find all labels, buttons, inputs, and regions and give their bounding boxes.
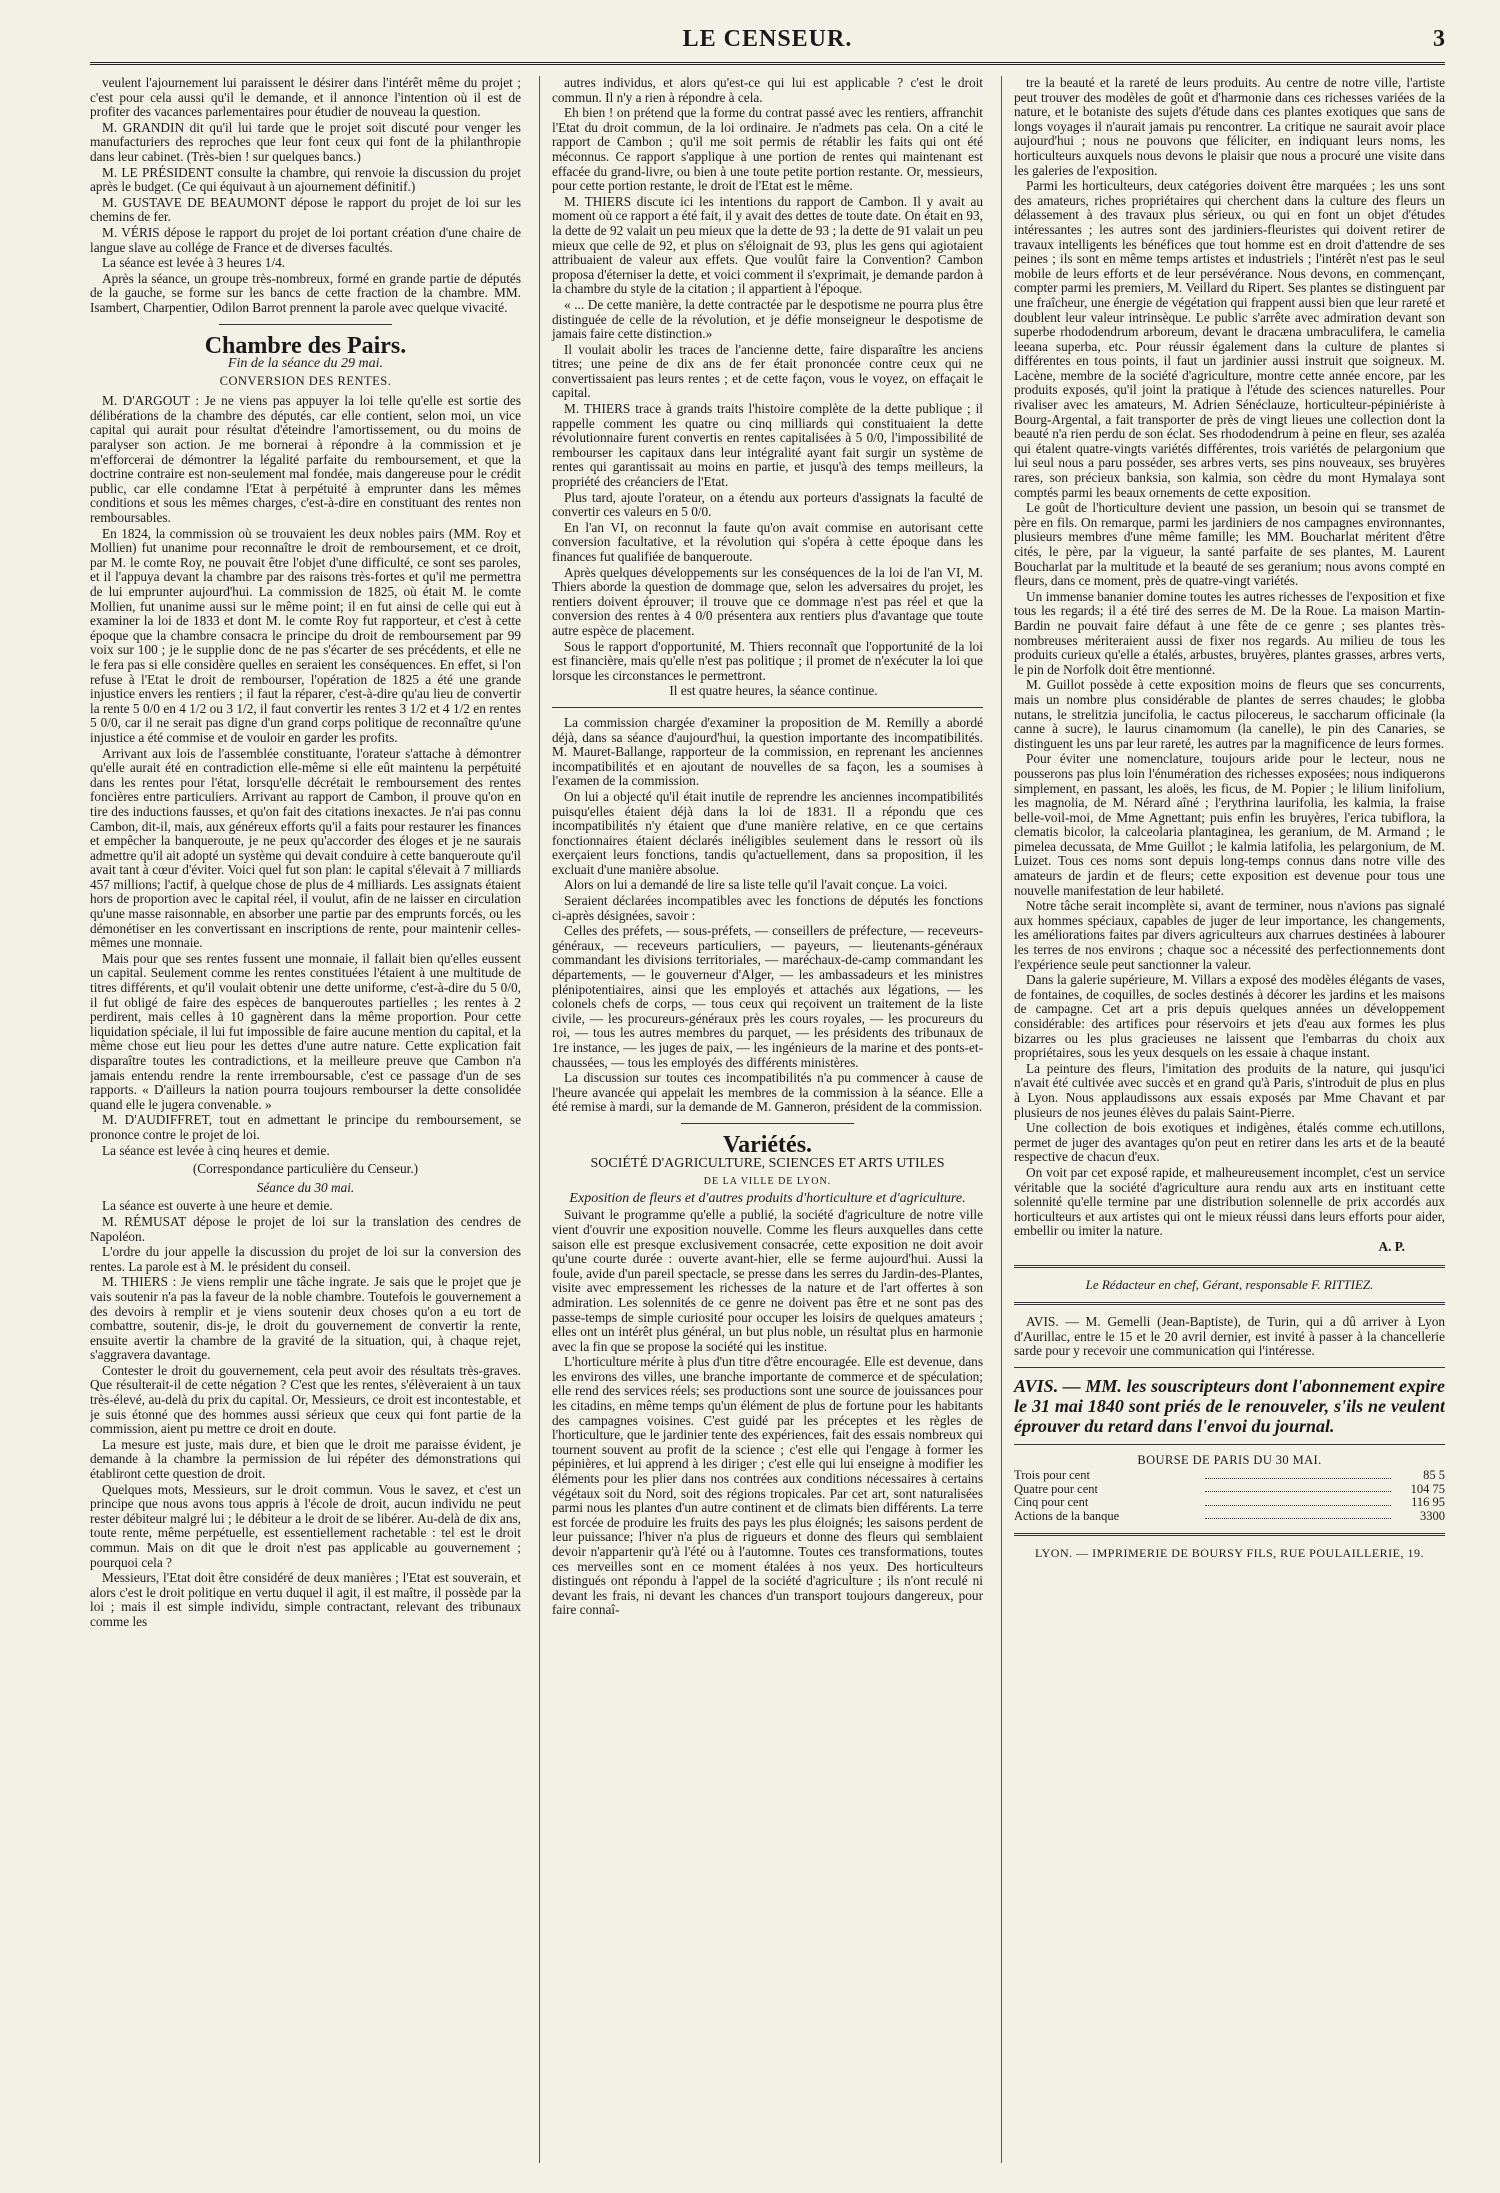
column-2 xyxy=(539,76,983,2163)
leader-dots xyxy=(1205,1496,1392,1506)
paragraph: En l'an VI, on reconnut la faute qu'on avait commise en autorisant cette conversion facultative, et la révolution qui s'opéra à cette époque dans les finances fut qualifiée de banqueroute. xyxy=(552,519,983,564)
paragraph: M. VÉRIS dépose le rapport du projet de loi portant création d'une chaire de langue slave au collége de France et de diverses facultés. xyxy=(90,224,521,255)
paragraph: Sous le rapport d'opportunité, M. Thiers reconnaît que l'opportunité de la loi est financière, mais qu'elle n'est pas politique ; il promet de n'exécuter la loi que lorsque les circonstances le permettront. xyxy=(552,638,983,683)
divider xyxy=(552,707,983,708)
paragraph: Messieurs, l'Etat doit être considéré de deux manières ; l'Etat est souverain, et alors c'est le droit politique en vertu duquel il agit, il est maître, il possède par la loi ; mais il est simple individu, simple contractant, relevant des tribunaux comme les xyxy=(90,1570,521,1629)
paragraph: Un immense bananier domine toutes les autres richesses de l'exposition et fixe tous les regards; il a été tiré des serres de M. De la Roue. La maison Martin-Bardin ne pouvait faire défaut à une fête de ce genre ; ses plantes très-nombreuses mériteraient aussi de fixer nos regards. Au milieu de tous les produits curieux qu'elle a étalés, arbustes, bruyères, plantes grasses, arbres verts, le pin de Norfolk doit être mentionné. xyxy=(1014,588,1445,677)
paragraph: M. THIERS discute ici les intentions du rapport de Cambon. Il y avait au moment où ce rapport a été fait, il y avait des dettes de toute date. On était en 93, la dette de 92 valait un peu mieux que la dette de 93 ; la dette de 91 valait un peu mieux que celle de 92, et plus on s'éloignait de 93, plus les gens qui agiotaient attribuaient de valeur aux effets. Que voulût faire la Convention? Cambon proposa d'éterniser la dette, et voici comment il s'exprimait, je demande pardon à la chambre du style de la citation ; il appartient à l'époque. xyxy=(552,193,983,297)
bourse-value: 116 95 xyxy=(1411,1495,1445,1510)
society-city: DE LA VILLE DE LYON. xyxy=(703,1176,832,1188)
bourse-label: Trois pour cent xyxy=(1014,1468,1090,1483)
paragraph: Suivant le programme qu'elle a publié, la société d'agriculture de notre ville vient d'ouvrir une exposition nouvelle. Comme les fleurs auxquelles dans cette saison elle est presque exclusivement consacrée, cette exposition ne doit avoir qu'une courte durée : ouverte avant-hier, elle se ferme aujourd'hui. Aussi la foule, avide d'un pareil spectacle, se presse dans les serres du Jardin-des-Plantes, visite avec empressement les richesses de la nature et de l'art offertes à son admiration. Les solennités de ce genre ne doivent pas être et ne sont pas des passe-temps de simple curiosité pour occuper les loisirs de quelques amateurs ; elles ont un intérêt plus général, un but plus noble, un résultat plus en harmonie avec la fin que se propose la société qui les institue. xyxy=(552,1207,983,1354)
paragraph: M. LE PRÉSIDENT consulte la chambre, qui renvoie la discussion du projet après le budget. (Ce qui équivaut à un ajournement définitif.) xyxy=(90,164,521,195)
leader-dots xyxy=(1205,1469,1392,1479)
paragraph: Il voulait abolir les traces de l'ancienne dette, faire disparaître les anciens titres; une peine de dix ans de fer était prononcée contre ceux qui ne convertissaient pas leurs rentes ; et de cette façon, vous le voyez, on effaçait le capital. xyxy=(552,341,983,401)
paragraph: Après quelques développements sur les conséquences de la loi de l'an VI, M. Thiers aborde la question de dommage que, selon les adversaires du projet, les rentiers doivent éprouver; il trouve que ce dommage n'est pas réel et que la conversion des rentes à 4 0/0 présentera aux rentiers plus d'avantage que toute autre espèce de placement. xyxy=(552,564,983,638)
notice-paragraph: AVIS. — M. Gemelli (Jean-Baptiste), de Turin, qui a dû arriver à Lyon d'Aurillac, entre le 15 et le 20 avril dernier, est invité à passer à la chancellerie sarde pour y recevoir une communication qui l'intéresse. xyxy=(1014,1314,1445,1359)
bourse-row xyxy=(1014,1510,1445,1524)
divider xyxy=(1014,1302,1445,1305)
paragraph: La mesure est juste, mais dure, et bien que le droit me paraisse évident, je demande à la chambre la permission de lui répéter des démonstrations qui établiront cette question de droit. xyxy=(90,1436,521,1482)
paragraph: Arrivant aux lois de l'assemblée constituante, l'orateur s'attache à démontrer qu'elle aurait été en contradiction elle-même si elle eût maintenu la perpétuité dans les rentes pour l'état, lorsqu'elle décrétait le remboursement des rentes foncières entre particuliers. Arrivant au rapport de Cambon, il prouve qu'on en tire des inductions fausses, et qu'on fait des citations inexactes. Je n'ai pas connu Cambon, dit-il, mais, aux généreux efforts qu'il a faits pour restaurer les finances et empêcher la banqueroute, je ne peux qu'accorder des éloges et je ne saurais admettre qu'il ait adopté un système qui devait conduire à cette banqueroute qu'il avait tant à cœur d'éviter. Voici quel fut son plan: le capital s'élevait à 7 milliards 457 millions; l'actif, à quelque chose de plus de 4 milliards. Les assignats étaient hors de proportion avec le capital réel, il voulut, afin de ne laisser en circulation qu'une masse raisonnable, en absorber une partie par des emprunts forcés, ou les démonétiser en les convertissant en inscriptions de rente, pour maintenir celles-mêmes une monnaie. xyxy=(90,745,521,951)
printer-imprint: LYON. — IMPRIMERIE DE BOURSY FILS, RUE POULAILLERIE, 19. xyxy=(1034,1546,1425,1561)
paragraph: L'ordre du jour appelle la discussion du projet de loi sur la conversion des rentes. La parole est à M. le président du conseil. xyxy=(90,1244,521,1274)
page-number: 3 xyxy=(1433,26,1445,52)
paragraph: M. Guillot possède à cette exposition moins de fleurs que ses concurrents, mais un nombre plus considérable de plantes de serres chaudes; le globba nutans, le strelitzia juncifolia, le cactus pilocereus, le saccharum officinale (la canne à sucre), le laurus cinamomum (la canelle), le pin des Canaries, se distinguent les uns par leur rareté, les autres par la magnificence de leurs formes. xyxy=(1014,677,1445,751)
paragraph: M. GRANDIN dit qu'il lui tarde que le projet soit discuté pour venger les manufacturiers des reproches que leur font ceux qui font de la philanthropie dans leur cabinet. (Très-bien ! sur quelques bancs.) xyxy=(90,119,521,164)
paragraph: Après la séance, un groupe très-nombreux, formé en grande partie de députés de la gauche, se forme sur les bancs de cette fraction de la chambre. MM. Isambert, Charpentier, Odilon Barrot prennent la parole avec quelque vivacité. xyxy=(90,270,521,315)
bourse-value: 85 5 xyxy=(1423,1468,1445,1483)
column-1 xyxy=(90,76,521,2163)
paragraph: Plus tard, ajoute l'orateur, on a étendu aux porteurs d'assignats la faculté de convertir ces valeurs en 5 0/0. xyxy=(552,489,983,520)
paragraph: Alors on lui a demandé de lire sa liste telle qu'il l'avait conçue. La voici. xyxy=(564,877,948,893)
paragraph: Le goût de l'horticulture devient une passion, un besoin qui se transmet de père en fils. On remarque, parmi les jardiniers de nos campagnes environnantes, plusieurs membres d'une même famille; les MM. Boucharlat méritent d'être cités, le père, par la vigueur, la santé parfaite de ses plantes, M. Laurent Boucharlat par la multitude et la beauté de ses geranium; nous avons compté en fleurs, dans ce moment, près de quatre-vingt variétés. xyxy=(1014,500,1445,589)
paragraph: L'horticulture mérite à plus d'un titre d'être encouragée. Elle est devenue, dans les environs des villes, une branche importante de commerce et de spéculation; elle rend des services réels; ses productions sont une source de jouissances pour les citadins, en même temps qu'un élément de plus de fortune pour les habitants des campagnes voisines. C'est guidé par les préceptes et les règles de l'horticulture, que le jardinier tente des expériences, fait des essais nombreux qui tournent souvent au profit de la science ; c'est elle qui l'engage à former les pépinières, et lui apprend à les diriger ; c'est elle qui lui enseigne à modifier les éléments pour les plier dans nos contrées aux conditions nécessaires à certains végétaux soit du Nord, soit des régions tropicales. Par cet art, sont naturalisées parmi nous les plantes d'un autre continent et de climats bien différents. La terre est forcée de produire les fruits des pays les plus éloignés; les saisons perdent de leur puissance; l'hiver n'a plus de rigueurs et donne des fleurs qui semblaient devoir n'appartenir qu'à l'été ou à l'automne. Toutes ces transformations, toutes ces merveilles sont en ce moment étalées à nos yeux. Des horticulteurs distingués ont répondu à l'appel de la société d'agriculture ; ils n'ont reculé ni devant les frais, ni devant les chances d'un transport toujours dangereux, pour faire connaî- xyxy=(552,1354,983,1618)
column-3 xyxy=(1001,76,1445,2163)
paragraph: La peinture des fleurs, l'imitation des produits de la nature, qui jusqu'ici n'avait été cultivée avec succès et en grand qu'à Paris, s'introduit de plus en plus à Lyon. Nous applaudissons aux essais exposés par Mme Chavant et par plusieurs de nos jeunes élèves du palais Saint-Pierre. xyxy=(1014,1060,1445,1120)
bourse-label: Quatre pour cent xyxy=(1014,1481,1098,1496)
editor-line: Le Rédacteur en chef, Gérant, responsable F. RITTIEZ. xyxy=(1085,1276,1374,1292)
divider xyxy=(1014,1265,1445,1268)
columns xyxy=(90,76,1445,2163)
author-signature: A. P. xyxy=(1378,1238,1405,1254)
paragraph: Parmi les horticulteurs, deux catégories doivent être marquées ; les uns sont des amateurs, riches propriétaires qui cherchent dans la culture des fleurs un délassement à des travaux plus sérieux, ou qui en font un objet d'études intéressantes ; les autres sont des jardiniers-fleuristes qui doivent retirer de travaux intelligents les bénéfices que tout homme est en droit d'attendre de ses peines ; ils sont en même temps artistes et industriels ; l'intérêt n'est pas le seul mobile de leurs efforts et de leur persévérance. Nous devons, en commençant, compter parmi les premiers, M. Veillard du Ripert. Ses plantes se distinguent par une fraîcheur, une énergie de végétation qui frappent aussi bien que leur rareté et doublent leur valeur intrinsèque. Le public s'arrête avec admiration devant son superbe rhododendrum arboreum, devant le dracæna umbraculifera, le camelia leeana superba, etc. Pour réussir également dans la culture de plantes si différentes en tous points, il faut un jardinier aussi instruit que soigneux. M. Lacène, membre de la société d'agriculture, montre cette année encore, par les produits exposés, qu'il joint la pratique à l'étude des sciences naturelles. Pour rivaliser avec les amateurs, M. Adrien Sénéclauze, horticulteur-pépiniériste à Bourg-Argental, a fait transporter de près de vingt lieues une collection dont la beauté n'a rien perdu de son éclat. Ses rhododendrum à peine en fleur, ses azaléa qui étalent quatre-vingts variétés différentes, trois variétés de pelargonium que lui seul nous a paru posséder, ses arbres verts, ses pins nouveaux, ses bruyères rares, son précieux banksia, son kalmia, son cèdre du mont Hymalaya sont comptés parmi les beaux ornements de cette exposition. xyxy=(1014,178,1445,500)
paragraph: autres individus, et alors qu'est-ce qui lui est applicable ? c'est le droit commun. Il n'y a rien à répondre à cela. xyxy=(552,76,983,105)
section-title: Variétés. xyxy=(722,1131,813,1158)
paragraph: La commission chargée d'examiner la proposition de M. Remilly a abordé déjà, dans sa séance d'aujourd'hui, la question importante des incompatibilités. M. Mauret-Ballange, rapporteur de la commission, en reprenant les anciennes incompatibilités et en ajoutant de nouvelles de sa façon, les a soumises à l'examen de la commission. xyxy=(552,714,983,789)
paragraph: La séance est levée à 3 heures 1/4. xyxy=(102,255,286,271)
section-topic: CONVERSION DES RENTES. xyxy=(219,373,392,388)
paragraph: Quelques mots, Messieurs, sur le droit commun. Vous le savez, et c'est un principe que nous avons tous appris à l'école de droit, aucun individu ne peut rester débiteur malgré lui ; le débiteur a le droit de se libérer. Au-delà de dix ans, toute rente, même perpétuelle, est essentiellement rachetable : tel est le droit commun. Mais on dit que le droit n'est pas applicable au gouvernement ; pourquoi cela ? xyxy=(90,1481,521,1570)
paragraph: M. THIERS : Je viens remplir une tâche ingrate. Je sais que le projet que je vais soutenir n'a pas la faveur de la noble chambre. Toutefois le gouvernement a des devoirs à remplir et je viens soutenir deux choses qu'on a eu tort de combattre, soutenir, dis-je, le droit du gouvernement de convertir la rente, ensuite avertir la chambre de la gravité de la situation, qui, à chaque rejet, s'aggravera davantage. xyxy=(90,1274,521,1363)
paragraph: Dans la galerie supérieure, M. Villars a exposé des modèles élégants de vases, de fontaines, de coquilles, de socles destinés à décorer les jardins et les maisons de campagne. Cet art a pris depuis quelques années un développement considérable: des artifices pour réservoirs et jets d'eau aux formes les plus bizarres ou les plus gracieuses ne laissent que l'embarras du choix aux propriétaires, sous les yeux desquels on les essaie à chaque instant. xyxy=(1014,972,1445,1061)
paragraph: Il est quatre heures, la séance continue. xyxy=(669,683,878,699)
masthead xyxy=(90,0,1445,64)
leader-dots xyxy=(1205,1510,1392,1520)
newspaper-title: LE CENSEUR. xyxy=(682,26,853,52)
society-title: SOCIÉTÉ D'AGRICULTURE, SCIENCES ET ARTS UTILES xyxy=(590,1155,945,1171)
divider xyxy=(681,1123,853,1124)
bourse-value: 3300 xyxy=(1420,1508,1445,1523)
paragraph: On lui a objecté qu'il était inutile de reprendre les anciennes incompatibilités puisqu'elles étaient déjà dans la loi de 1831. Il a répondu que ces incompatibilités n'y étaient que d'une manière relative, en ce que certains fonctionnaires étaient déclarés inéligibles seulement dans le ressort où ils exerçaient leurs fonctions, tandis qu'actuellement, dans sa proposition, il les excluait d'une manière absolue. xyxy=(552,788,983,877)
paragraph: M. THIERS trace à grands traits l'histoire complète de la dette publique ; il rappelle comment les quatre ou cinq milliards qui constituaient la dette révolutionnaire furent convertis en rentes capitalisées à 5 0/0, l'impossibilité de rembourser les capitaux dans leur intégralité ayant fait surgir un système de rentes qui garantissait au moins en partie, et jusqu'à des temps meilleurs, la propriété des créanciers de l'Etat. xyxy=(552,401,983,490)
paragraph: On voit par cet exposé rapide, et malheureusement incomplet, c'est un service véritable que la société d'agriculture aura rendu aux arts en instituant cette solennité qu'elle termine par une distribution solennelle de prix accordés aux horticulteurs et aux artistes qui ont le mieux réussi dans leurs efforts pour aider, embellir ou imiter la nature. xyxy=(1014,1164,1445,1239)
leader-dots xyxy=(1205,1483,1392,1493)
paragraph: Seraient déclarées incompatibles avec les fonctions de députés les fonctions ci-après désignées, savoir : xyxy=(552,893,983,923)
bourse-title: BOURSE DE PARIS DU 30 MAI. xyxy=(1137,1452,1322,1467)
paragraph: La séance est levée à cinq heures et demie. xyxy=(102,1142,330,1158)
paragraph: Une collection de bois exotiques et indigènes, étalés comme ech.utillons, permet de juger des avantages qu'on peut en retirer dans les arts et de la beauté respective de chacun d'eux. xyxy=(1014,1120,1445,1165)
paragraph: Eh bien ! on prétend que la forme du contrat passé avec les rentiers, affranchit l'Etat du droit commun, de la loi ordinaire. Je n'admets pas cela. On a cité le rapport de Cambon ; qu'il me soit permis de rétablir les faits qui ont été méconnus. Ce rapport s'applique à une portion de rentes qui maintenant est effacée du grand-livre, ou bien à une toute petite portion restante. Or, messieurs, pour cette portion restante, le droit de l'Etat est le même. xyxy=(552,105,983,194)
section-subtitle: Fin de la séance du 29 mai. xyxy=(227,356,384,372)
society-subtitle: Exposition de fleurs et d'autres produits d'horticulture et d'agriculture. xyxy=(569,1190,966,1206)
paragraph: tre la beauté et la rareté de leurs produits. Au centre de notre ville, l'artiste peut trouver des modèles de goût et d'harmonie dans ces richesses variées de la nature, et le botaniste des sujets d'étude dans ces plantes exotiques que sans de longs voyages il n'aurait jamais pu rencontrer. La critique ne saurait avoir place aujourd'hui ; nous ne pouvons que féliciter, en indiquant leurs noms, les horticulteurs auxquels nous devons le plaisir que nous a procuré une visite dans les galeries de l'exposition. xyxy=(1014,76,1445,178)
divider xyxy=(1014,1533,1445,1536)
paragraph: veulent l'ajournement lui paraissent le désirer dans l'intérêt même du projet ; c'est pour cela aussi qu'il le demande, et il annonce l'intention où il est de profiter des vacances parlementaires pour étudier de nouveau la question. xyxy=(90,76,521,120)
divider xyxy=(1014,1367,1445,1368)
bourse-value: 104 75 xyxy=(1410,1481,1445,1496)
paragraph: La discussion sur toutes ces incompatibilités n'a pu commencer à cause de l'heure avancée qui appelait les membres de la commission à la séance. Elle a été remise à mardi, sur la demande de M. Ganneron, président de la commission. xyxy=(552,1070,983,1115)
paragraph: « ... De cette manière, la dette contractée par le despotisme ne pourra plus être distinguée de celle de la révolution, et je défie monseigneur le despotisme de jamais faire cette distinction.» xyxy=(552,296,983,342)
paragraph: M. RÉMUSAT dépose le projet de loi sur la translation des cendres de Napoléon. xyxy=(90,1213,521,1244)
section-title: Chambre des Pairs. xyxy=(204,332,407,359)
bourse-row xyxy=(1014,1483,1445,1497)
subscription-notice: AVIS. — MM. les souscripteurs dont l'abonnement expire le 31 mai 1840 sont priés de le renouveler, s'ils ne veulent éprouver du retard dans l'envoi du journal. xyxy=(1014,1375,1445,1436)
paragraph: Notre tâche serait incomplète si, avant de terminer, nous n'avions pas signalé aux hommes spéciaux, capables de juger de leur importance, les changements, les améliorations faites par divers agriculteurs aux charrues destinées à labourer les terres de nos environs ; chaque soc a nécessité des perfectionnements dont l'expérience seule peut sanctionner la valeur. xyxy=(1014,898,1445,972)
paragraph: Pour éviter une nomenclature, toujours aride pour le lecteur, nous ne pousserons pas plus loin l'énumération des richesses exposées; nous indiquerons simplement, en passant, les aloës, les ficus, de M. Popier ; le lilium linifolium, les magnolia, de M. Nérard aîné ; l'erythrina laurifolia, les kalmia, la fraise belle-voil-moi, de Mme Agnettant; puis enfin les bruyères, l'erica tubiflora, la clematis bicolor, la calceolaria plantaginea, les geranium, de M. Armand ; le pimelea decussata, de Mme Guillot ; le kalmia latifolia, les pelargonium, de M. Luizet. Tous ces noms sont depuis long-temps connus dans notre ville des amateurs de jardin et de fleurs; cette exposition est devenue pour tous une nouvelle manifestation de leur habileté. xyxy=(1014,751,1445,898)
correspondence-title: (Correspondance particulière du Censeur.) xyxy=(192,1161,419,1177)
paragraph: M. GUSTAVE DE BEAUMONT dépose le rapport du projet de loi sur les chemins de fer. xyxy=(90,194,521,225)
masthead-rule xyxy=(90,62,1445,68)
paragraph: Celles des préfets, — sous-préfets, — conseillers de préfecture, — receveurs-généraux, — receveurs particuliers, — payeurs, — lieutenants-généraux commandant les divisions territoriales, — maréchaux-de-camp commandant les départements, — le gouverneur d'Alger, — les ambassadeurs et les ministres plénipotentiaires, ainsi que les employés et attachés aux légations, — les colonels chefs de corps, — tous ceux qui reçoivent un traitement de la liste civile, — les procureurs-généraux près les cours royales, — les procureurs du roi, — tous les autres membres du parquet, — les présidents des tribunaux de 1re instance, — les juges de paix, — les ingénieurs de la marine et des ponts-et-chaussées, — tous les employés des différents ministères. xyxy=(552,923,983,1070)
paragraph: La séance est ouverte à une heure et demie. xyxy=(102,1198,333,1214)
paragraph: M. D'ARGOUT : Je ne viens pas appuyer la loi telle qu'elle est sortie des délibérations de la chambre des députés, car elle contient, selon moi, un vice capital qui aurait pour résultat d'éteindre l'amortissement, ou du moins de paralyser son action. Je me bornerai à répondre à la commission et je m'efforcerai de démontrer la légalité parfaite du remboursement, et que la doctrine contraire est non-seulement mal fondée, mais dangereuse pour le crédit public, car elle condamne l'Etat à perpétuité à emprunter dans les mêmes conditions et sous les mêmes charges, c'est-à-dire en constituant des rentes non remboursables. xyxy=(90,393,521,526)
bourse-label: Cinq pour cent xyxy=(1014,1495,1089,1510)
correspondence-subtitle: Séance du 30 mai. xyxy=(256,1179,355,1195)
paragraph: En 1824, la commission où se trouvaient les deux nobles pairs (MM. Roy et Mollien) fut unanime pour reconnaître le droit de remboursement, et ce droit, par M. le comte Roy, ne pouvait être l'objet d'une difficulté, ce sont ses paroles, et il l'appuya devant la chambre par des raisons très-fortes et qu'il me permettra de lui emprunter aujourd'hui. La commission de 1825, où était M. le comte Mollien, fut unanime aussi sur le même point; il en fut ainsi de celle qui eut à examiner la loi de 1833 et dont M. le comte Roy fut rapporteur, et c'est à cette époque que la chambre consacra le principe du droit de remboursement par 99 voix sur 100 ; je le supplie donc de ne pas s'écarter de ses précédents, et elle ne le fera pas si elle considère quelles en seraient les conséquences. En effet, si l'on refuse à l'Etat le droit de rembourser, l'opération de 1825 a été une grande injustice envers les rentiers ; il faut la réparer, c'est-à-dire qu'au lieu de convertir la rente 5 0/0 en 4 1/2 ou 3 1/2, il faut convertir les rentes 3 1/2 et 4 1/2 en rentes 5 0/0, car il ne serait pas digne d'un grand corps politique de reconnaître qu'une injustice a été commise et de vouloir en garder les profits. xyxy=(90,525,521,745)
bourse-row xyxy=(1014,1496,1445,1510)
divider xyxy=(1014,1444,1445,1445)
bourse-label: Actions de la banque xyxy=(1014,1508,1120,1523)
paragraph: Mais pour que ses rentes fussent une monnaie, il fallait bien qu'elles eussent un capital. Seulement comme les rentes constituées l'étaient à une multitude de titres différents, et qu'il voulait obtenir une dette uniforme, c'est-à-dire du 5 0/0, il fut obligé de faire des espèces de banqueroutes partielles ; les rentes à 2 perdirent, mais celles à 10 gagnèrent dans la même proportion. Pour cette liquidation spéciale, il lui fut impossible de faire aucune mention du capital, et la même chose eut lieu pour les dettes d'une autre nature. Cette explication fait disparaître toutes les contradictions, et la meilleure preuve que Cambon n'a jamais entendu rendre la rente irremboursable, c'est ce passage d'un de ses rapports. « D'ailleurs la nation pourra toujours rembourser la dette consolidée quand elle le jugera convenable. » xyxy=(90,950,521,1112)
divider xyxy=(219,324,391,325)
paragraph: M. D'AUDIFFRET, tout en admettant le principe du remboursement, se prononce contre le projet de loi. xyxy=(90,1112,521,1142)
bourse-row xyxy=(1014,1469,1445,1483)
paragraph: Contester le droit du gouvernement, cela peut avoir des résultats très-graves. Que résulterait-il de cette négation ? C'est que les rentes, s'élèveraient à un taux très-élevé, au-delà du prix du capital. Or, Messieurs, ce droit est incontestable, et je suis étonné que des hommes aussi sérieux que ceux qui font partie de la commission, aient pu mettre ce droit en doute. xyxy=(90,1362,521,1437)
